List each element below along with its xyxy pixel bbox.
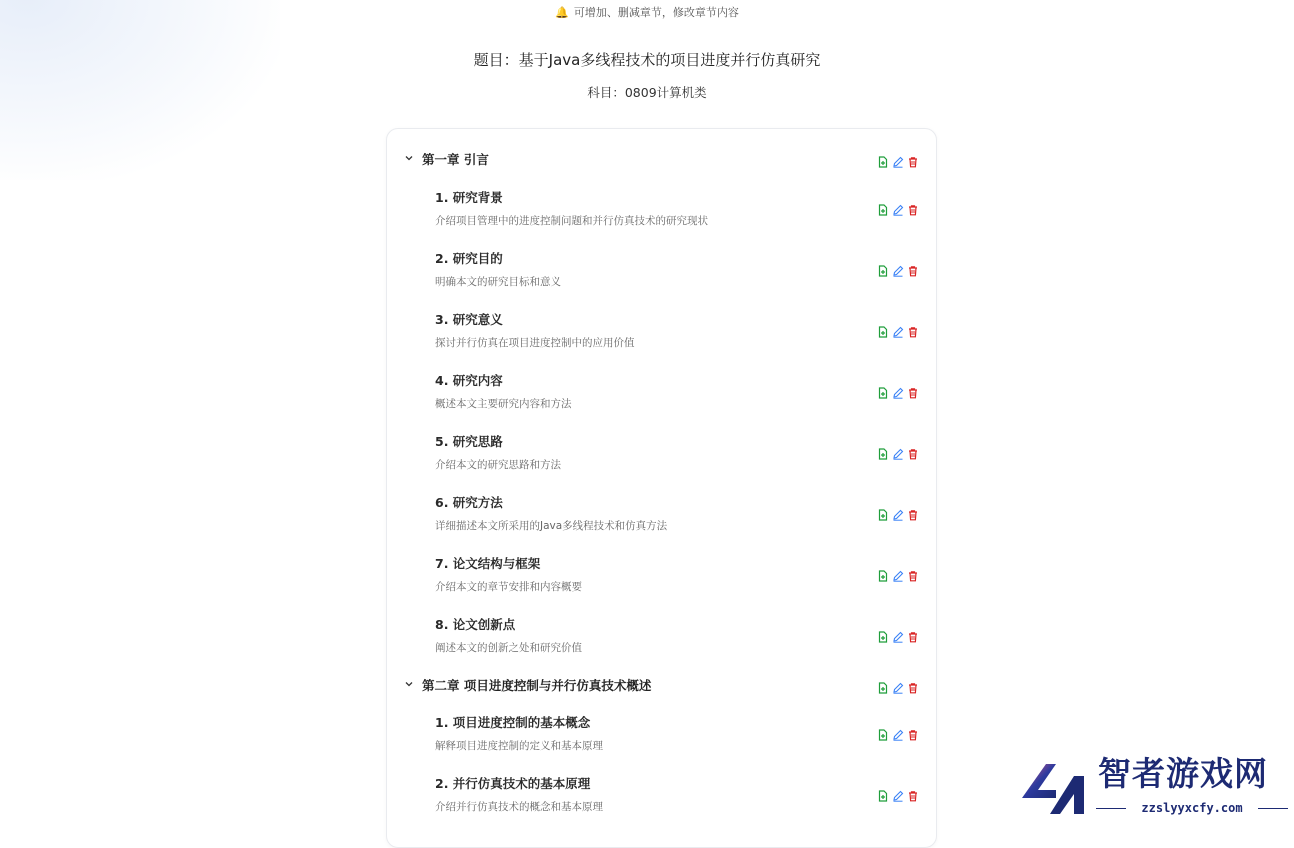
section-desc: 介绍并行仿真技术的概念和基本原理 (435, 801, 603, 813)
section-row[interactable] (387, 372, 938, 422)
section-title: 1. 研究背景 (435, 190, 503, 205)
section-title: 7. 论文结构与框架 (435, 556, 541, 571)
edit-icon[interactable] (892, 265, 904, 277)
add-section-icon[interactable] (877, 448, 889, 460)
chapter-title: 第一章 引言 (422, 152, 489, 167)
section-desc: 介绍项目管理中的进度控制问题和并行仿真技术的研究现状 (435, 215, 708, 227)
hint-text: 可增加、删减章节，修改章节内容 (573, 6, 739, 19)
delete-icon[interactable] (907, 631, 919, 643)
section-row[interactable] (387, 311, 938, 361)
section-desc: 详细描述本文所采用的Java多线程技术和仿真方法 (435, 520, 668, 532)
section-title: 2. 并行仿真技术的基本原理 (435, 776, 591, 791)
edit-icon[interactable] (892, 156, 904, 168)
section-desc: 阐述本文的创新之处和研究价值 (435, 642, 582, 654)
section-row[interactable] (387, 494, 938, 544)
edit-icon[interactable] (892, 631, 904, 643)
edit-icon[interactable] (892, 790, 904, 802)
section-row[interactable] (387, 433, 938, 483)
section-desc: 探讨并行仿真在项目进度控制中的应用价值 (435, 337, 635, 349)
site-watermark (1010, 750, 1294, 822)
section-row[interactable] (387, 616, 938, 666)
section-desc: 解释项目进度控制的定义和基本原理 (435, 740, 603, 752)
add-section-icon[interactable] (877, 265, 889, 277)
chapter-row[interactable] (387, 676, 938, 698)
edit-icon[interactable] (892, 326, 904, 338)
section-title: 3. 研究意义 (435, 312, 503, 327)
add-section-icon[interactable] (877, 790, 889, 802)
delete-icon[interactable] (907, 682, 919, 694)
edit-icon[interactable] (892, 387, 904, 399)
edit-icon[interactable] (892, 448, 904, 460)
add-section-icon[interactable] (877, 682, 889, 694)
edit-icon[interactable] (892, 729, 904, 741)
section-title: 1. 项目进度控制的基本概念 (435, 715, 591, 730)
delete-icon[interactable] (907, 448, 919, 460)
section-row[interactable] (387, 555, 938, 605)
section-title: 6. 研究方法 (435, 495, 503, 510)
add-section-icon[interactable] (877, 387, 889, 399)
outline-card (386, 128, 937, 848)
delete-icon[interactable] (907, 387, 919, 399)
add-section-icon[interactable] (877, 509, 889, 521)
add-section-icon[interactable] (877, 204, 889, 216)
delete-icon[interactable] (907, 729, 919, 741)
delete-icon[interactable] (907, 790, 919, 802)
section-desc: 介绍本文的研究思路和方法 (435, 459, 561, 471)
page-title: 题目：基于Java多线程技术的项目进度并行仿真研究 (473, 51, 821, 69)
bell-icon: 🔔 (555, 6, 569, 19)
section-title: 4. 研究内容 (435, 373, 503, 388)
add-section-icon[interactable] (877, 156, 889, 168)
section-desc: 概述本文主要研究内容和方法 (435, 398, 572, 410)
section-title: 5. 研究思路 (435, 434, 503, 449)
add-section-icon[interactable] (877, 570, 889, 582)
hint-banner (0, 5, 1294, 21)
chevron-down-icon[interactable] (404, 153, 414, 163)
edit-icon[interactable] (892, 570, 904, 582)
delete-icon[interactable] (907, 204, 919, 216)
chapter-row[interactable] (387, 150, 938, 172)
watermark-url: zzslyyxcfy.com (1098, 800, 1286, 816)
section-desc: 介绍本文的章节安排和内容概要 (435, 581, 582, 593)
watermark-brand: 智者游戏网 (1098, 754, 1268, 793)
delete-icon[interactable] (907, 326, 919, 338)
watermark-logo-icon (1016, 754, 1090, 820)
delete-icon[interactable] (907, 509, 919, 521)
chevron-down-icon[interactable] (404, 679, 414, 689)
section-row[interactable] (387, 250, 938, 300)
section-row[interactable] (387, 189, 938, 239)
subject-label: 科目：0809计算机类 (587, 85, 707, 100)
edit-icon[interactable] (892, 204, 904, 216)
delete-icon[interactable] (907, 570, 919, 582)
section-title: 2. 研究目的 (435, 251, 503, 266)
chapter-title: 第二章 项目进度控制与并行仿真技术概述 (422, 678, 652, 693)
section-row[interactable] (387, 775, 938, 825)
section-desc: 明确本文的研究目标和意义 (435, 276, 561, 288)
delete-icon[interactable] (907, 265, 919, 277)
add-section-icon[interactable] (877, 326, 889, 338)
edit-icon[interactable] (892, 682, 904, 694)
section-title: 8. 论文创新点 (435, 617, 516, 632)
add-section-icon[interactable] (877, 729, 889, 741)
edit-icon[interactable] (892, 509, 904, 521)
add-section-icon[interactable] (877, 631, 889, 643)
delete-icon[interactable] (907, 156, 919, 168)
section-row[interactable] (387, 714, 938, 764)
